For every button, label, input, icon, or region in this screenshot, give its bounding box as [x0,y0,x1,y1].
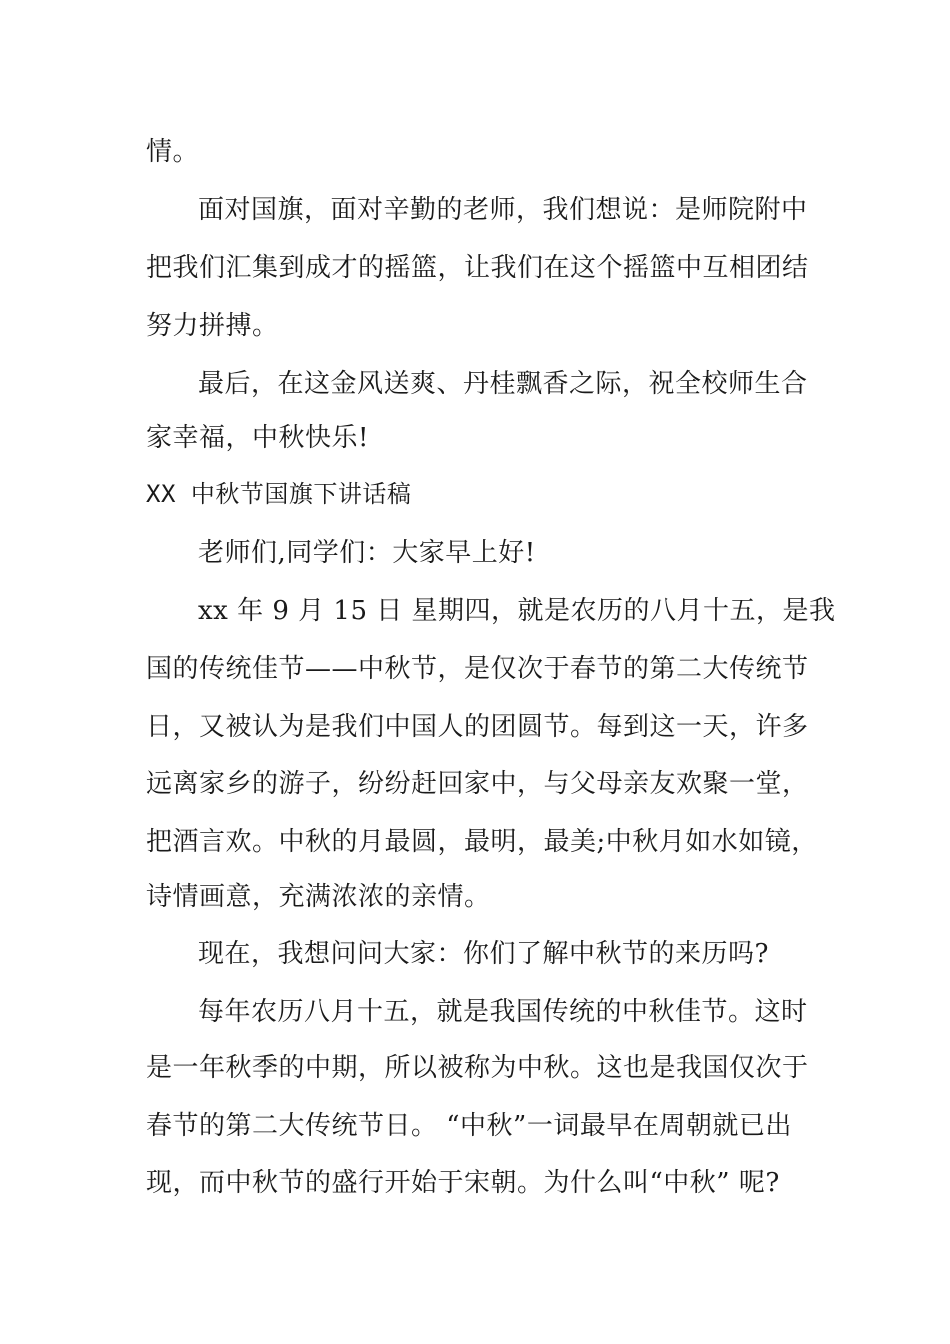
text-line: 面对国旗，面对辛勤的老师，我们想说：是师院附中 [198,195,808,225]
text-line: 努力拼搏。 [146,311,279,341]
text-line: xx 年 9 月 15 日 星期四，就是农历的八月十五，是我 [198,596,836,626]
text-line: 最后，在这金风送爽、丹桂飘香之际，祝全校师生合 [198,369,808,399]
text-line: 每年农历八月十五，就是我国传统的中秋佳节。这时 [198,997,808,1027]
text-line: 现在，我想问问大家：你们了解中秋节的来历吗? [198,939,769,969]
text-line: 日，又被认为是我们中国人的团圆节。每到这一天，许多 [146,712,809,742]
text-line: 春节的第二大传统节日。 “中秋”一词最早在周朝就已出 [146,1111,792,1141]
text-line: 老师们,同学们：大家早上好! [198,538,536,568]
text-line: 诗情画意，充满浓浓的亲情。 [146,882,491,912]
text-line: 现，而中秋节的盛行开始于宋朝。为什么叫“中秋” 呢? [146,1168,780,1198]
text-line: 把酒言欢。中秋的月最圆，最明，最美;中秋月如水如镜， [146,827,818,857]
text-line: 是一年秋季的中期，所以被称为中秋。这也是我国仅次于 [146,1053,809,1083]
text-line: 国的传统佳节——中秋节，是仅次于春节的第二大传统节 [146,654,809,684]
section-heading: XX 中秋节国旗下讲话稿 [146,480,412,508]
text-line: 把我们汇集到成才的摇篮，让我们在这个摇篮中互相团结 [146,253,809,283]
text-line: 家幸福，中秋快乐! [146,423,369,453]
text-line: 远离家乡的游子，纷纷赶回家中，与父母亲友欢聚一堂， [146,769,809,799]
text-line: 情。 [146,137,200,167]
